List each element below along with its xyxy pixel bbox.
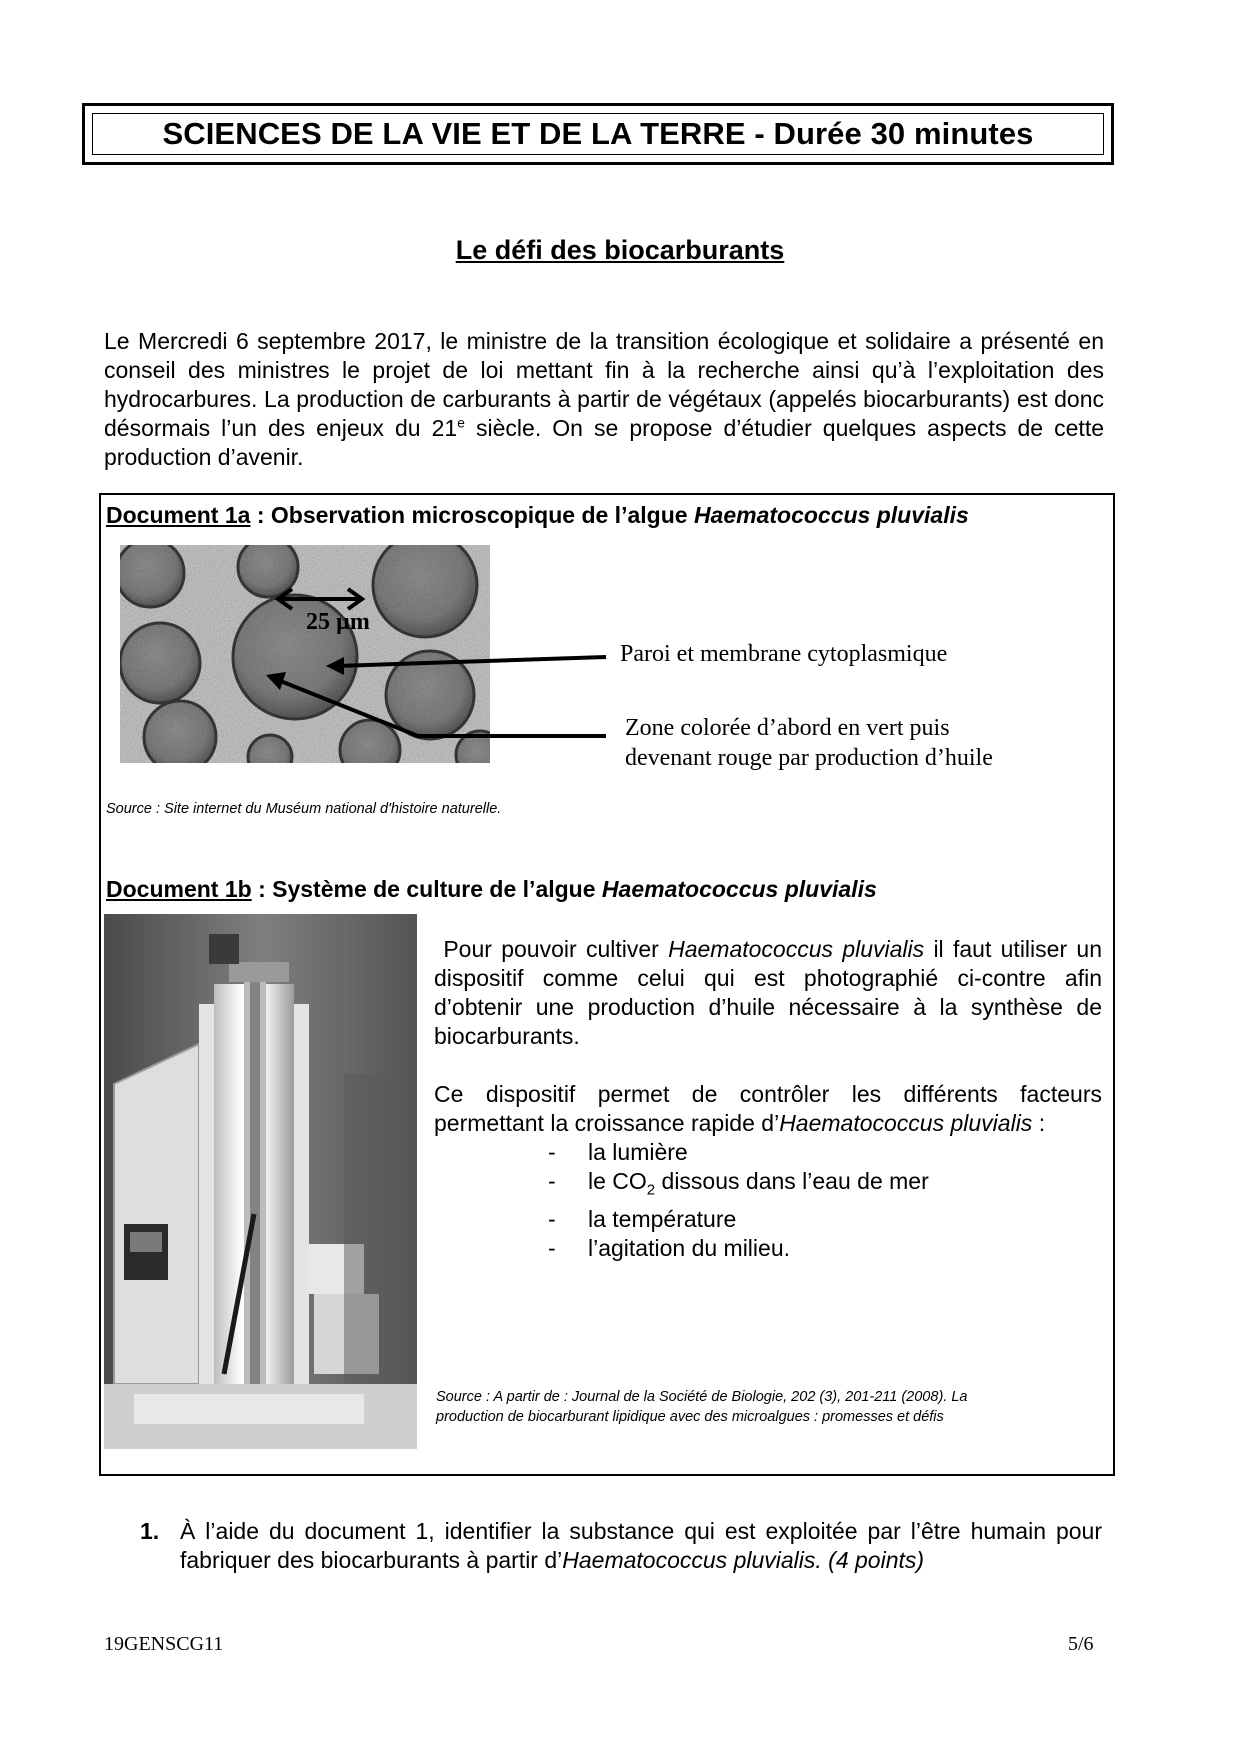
arrow-zone-head: [266, 672, 286, 690]
doc1a-title-text: : Observation microscopique de l’algue: [250, 502, 694, 528]
exam-title: SCIENCES DE LA VIE ET DE LA TERRE - Durée 30 minutes: [92, 113, 1104, 155]
question-species: Haematococcus pluvialis.: [562, 1547, 822, 1573]
list-item: [548, 1138, 1102, 1167]
spacer: [434, 1051, 1102, 1080]
doc1b-para1-text-b: il faut utiliser un dispositif comme celui qui est photographié ci-contre afin d’obtenir une production d’huile nécessaire à la synthèse de biocarburants.: [434, 936, 1102, 1049]
list-item: [548, 1167, 1102, 1205]
scale-label: 25 µm: [306, 609, 370, 635]
page-number: 5/6: [1068, 1633, 1094, 1655]
label-zone-line1: Zone colorée d’abord en vert puis: [625, 715, 950, 741]
question-number: 1.: [140, 1518, 160, 1544]
source-doc1b-line1: Source : A partir de : Journal de la Société de Biologie, 202 (3), 201-211 (2008). La: [436, 1389, 968, 1405]
doc1b-label: Document 1b: [106, 876, 252, 902]
question-text-a: À l’aide du document 1, identifier la substance qui est exploitée par l’être humain pour fabriquer des biocarburants à partir d’: [180, 1518, 1102, 1573]
factor-co2-sub: 2: [646, 1181, 656, 1199]
doc1b-species: Haematococcus pluvialis: [601, 876, 877, 902]
label-zone-line2: devenant rouge par production d’huile: [625, 745, 993, 771]
question-text: [180, 1517, 1102, 1575]
doc1b-title: [106, 876, 877, 903]
factor-light: la lumière: [588, 1139, 688, 1165]
doc1b-paragraph2: [434, 1080, 1102, 1138]
doc1a-label: Document 1a: [106, 502, 251, 528]
factor-co2-b: dissous dans l’eau de mer: [655, 1168, 929, 1194]
factor-agitation: l’agitation du milieu.: [588, 1234, 791, 1261]
factor-list: [434, 1138, 1102, 1263]
intro-text-2: siècle. On se propose d’étudier quelques aspects de cette production d’avenir.: [104, 415, 1104, 470]
source-doc1a: Source : Site internet du Muséum national d'histoire naturelle.: [106, 801, 502, 817]
doc1b-description: [434, 935, 1102, 1263]
doc1b-paragraph1: [434, 935, 1102, 1051]
factor-temperature: la température: [588, 1205, 737, 1232]
doc1b-para2-text-b: :: [1032, 1110, 1046, 1136]
list-dash: -: [548, 1234, 556, 1261]
doc1b-title-text: : Système de culture de l’algue: [251, 876, 602, 902]
source-doc1b: [436, 1387, 1101, 1427]
factor-co2-a: le CO: [588, 1168, 647, 1194]
intro-text-1: Le Mercredi 6 septembre 2017, le ministre de la transition écologique et solidaire a présenté en conseil des ministres le projet de loi mettant fin à la recherche ainsi qu’à l’exploitation des hydrocarbures. La production de carburants à partir de végétaux (appelés biocarburants) est donc désormais l’un des enjeux du 21: [104, 328, 1104, 441]
question-1: [140, 1517, 1102, 1575]
question-points: (4 points): [821, 1547, 925, 1573]
doc1a-species: Haematococcus pluvialis: [693, 502, 969, 528]
main-heading: Le défi des biocarburants: [455, 235, 785, 265]
doc1b-para1-species: Haematococcus pluvialis: [668, 936, 925, 962]
label-zone: [625, 713, 993, 773]
doc1b-para2-species: Haematococcus pluvialis: [779, 1110, 1033, 1136]
doc1b-para2-text-a: Ce dispositif permet de contrôler les différents facteurs permettant la croissance rapide d’: [434, 1081, 1102, 1136]
footer-code: 19GENSCG11: [104, 1633, 224, 1655]
list-item: [548, 1205, 1102, 1234]
arrow-zone-line: [278, 680, 606, 736]
label-paroi: Paroi et membrane cytoplasmique: [620, 641, 948, 667]
list-item: [548, 1234, 1102, 1263]
intro-superscript: e: [457, 414, 465, 431]
list-dash: -: [548, 1139, 556, 1165]
source-doc1b-line2: production de biocarburant lipidique avec des microalgues : promesses et défis: [436, 1409, 944, 1425]
doc1b-para1-text-a: Pour pouvoir cultiver: [443, 936, 669, 962]
arrow-paroi-head: [326, 657, 344, 675]
arrow-paroi-line: [338, 657, 606, 666]
list-dash: -: [548, 1205, 556, 1232]
culture-device-photo: [104, 914, 417, 1449]
list-dash: -: [548, 1168, 556, 1194]
culture-device-image: [104, 914, 417, 1449]
